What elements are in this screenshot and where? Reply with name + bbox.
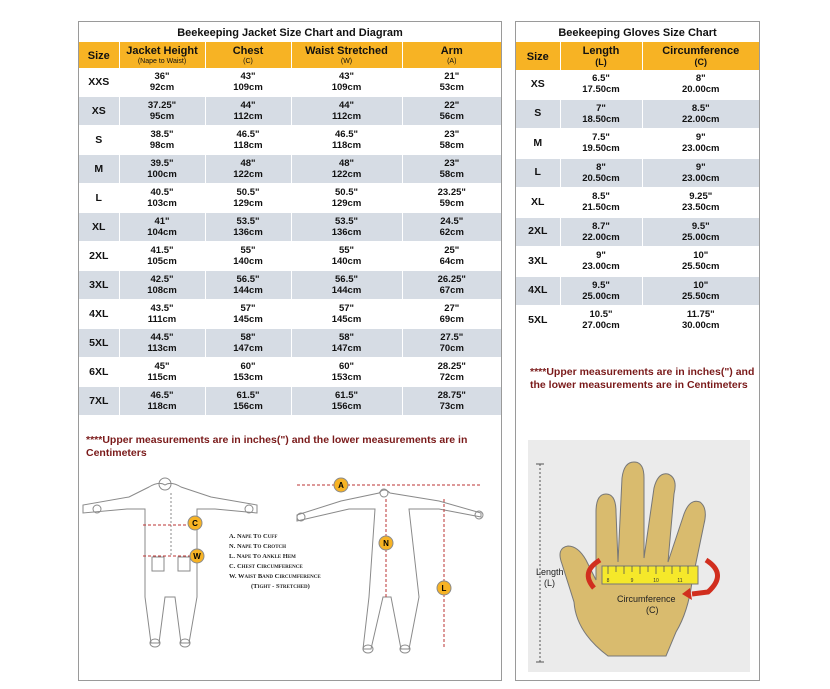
chest-cell: 53.5" 136cm xyxy=(205,213,291,242)
waist-cell: 60" 153cm xyxy=(291,358,402,387)
height-cell: 41.5" 105cm xyxy=(119,242,205,271)
legend-item: N. Nape To Crotch xyxy=(229,543,287,550)
jacket-diagram xyxy=(79,457,501,679)
table-row xyxy=(79,97,501,126)
chest-cell: 56.5" 144cm xyxy=(205,271,291,300)
gloves-size-chart xyxy=(515,21,760,681)
chest-cell: 58" 147cm xyxy=(205,329,291,358)
waist-cell: 46.5" 118cm xyxy=(291,126,402,155)
ruler-number: 10 xyxy=(653,578,659,584)
length-cell: 8.5" 21.50cm xyxy=(560,188,642,218)
size-cell: XS xyxy=(79,97,119,126)
size-cell: 4XL xyxy=(516,276,560,306)
size-cell: XL xyxy=(516,188,560,218)
arm-cell: 26.25" 67cm xyxy=(402,271,501,300)
table-row xyxy=(516,306,759,336)
gloves-chart-title: Beekeeping Gloves Size Chart xyxy=(558,27,717,39)
legend-item: (Tight - Stretched) xyxy=(251,583,310,590)
size-cell: M xyxy=(516,129,560,159)
table-row xyxy=(516,217,759,247)
arm-cell: 23.25" 59cm xyxy=(402,184,501,213)
jacket-header-row xyxy=(79,42,501,68)
table-row xyxy=(79,155,501,184)
jacket-chart-title: Beekeeping Jacket Size Chart and Diagram xyxy=(177,27,403,39)
table-row xyxy=(516,247,759,277)
height-cell: 42.5" 108cm xyxy=(119,271,205,300)
waist-cell: 48" 122cm xyxy=(291,155,402,184)
table-row xyxy=(79,358,501,387)
height-cell: 36" 92cm xyxy=(119,68,205,97)
circ-cell: 9.5" 25.00cm xyxy=(642,217,759,247)
waist-cell: 58" 147cm xyxy=(291,329,402,358)
length-cell: 10.5" 27.00cm xyxy=(560,306,642,336)
gloves-measurement-note: ****Upper measurements are in inches(") and the lower measurements are in Centimeters xyxy=(530,366,755,391)
side-suit-outline xyxy=(297,490,481,649)
size-cell: XL xyxy=(79,213,119,242)
size-cell: L xyxy=(516,158,560,188)
arm-cell: 27" 69cm xyxy=(402,300,501,329)
waist-cell: 50.5" 129cm xyxy=(291,184,402,213)
size-cell: 3XL xyxy=(79,271,119,300)
arm-cell: 27.5" 70cm xyxy=(402,329,501,358)
jacket-size-chart xyxy=(78,21,502,681)
marker-n: N xyxy=(383,539,389,548)
chest-cell: 48" 122cm xyxy=(205,155,291,184)
height-cell: 46.5" 118cm xyxy=(119,387,205,416)
table-row xyxy=(516,158,759,188)
size-cell: 5XL xyxy=(516,306,560,336)
height-cell: 39.5" 100cm xyxy=(119,155,205,184)
table-row xyxy=(79,68,501,97)
header-jacket-height: Jacket Height (Nape to Waist) xyxy=(119,42,205,68)
gloves-header-row xyxy=(516,42,759,70)
table-row xyxy=(79,184,501,213)
size-cell: 4XL xyxy=(79,300,119,329)
arm-cell: 24.5" 62cm xyxy=(402,213,501,242)
circ-cell: 11.75" 30.00cm xyxy=(642,306,759,336)
length-cell: 8.7" 22.00cm xyxy=(560,217,642,247)
size-cell: 2XL xyxy=(79,242,119,271)
legend-item: C. Chest Circumference xyxy=(229,563,303,570)
jacket-size-table xyxy=(79,42,501,416)
front-head-collar xyxy=(159,478,171,490)
height-cell: 44.5" 113cm xyxy=(119,329,205,358)
chest-cell: 61.5" 156cm xyxy=(205,387,291,416)
header-arm: Arm (A) xyxy=(402,42,501,68)
size-cell: 2XL xyxy=(516,217,560,247)
chest-cell: 44" 112cm xyxy=(205,97,291,126)
table-row xyxy=(79,242,501,271)
diagram-legend xyxy=(229,533,321,590)
size-cell: XS xyxy=(516,70,560,99)
marker-w: W xyxy=(193,552,201,561)
waist-cell: 43" 109cm xyxy=(291,68,402,97)
table-row xyxy=(516,129,759,159)
table-row xyxy=(79,213,501,242)
length-cell: 7" 18.50cm xyxy=(560,99,642,129)
size-cell: M xyxy=(79,155,119,184)
chest-cell: 46.5" 118cm xyxy=(205,126,291,155)
circ-cell: 8.5" 22.00cm xyxy=(642,99,759,129)
waist-cell: 55" 140cm xyxy=(291,242,402,271)
jacket-measurement-note: ****Upper measurements are in inches(") and the lower measurements are in Centimeters xyxy=(86,434,468,459)
ruler-number: 11 xyxy=(677,578,683,584)
table-row xyxy=(79,387,501,416)
height-cell: 45" 115cm xyxy=(119,358,205,387)
chest-cell: 57" 145cm xyxy=(205,300,291,329)
ruler-number: 8 xyxy=(606,578,610,584)
waist-cell: 53.5" 136cm xyxy=(291,213,402,242)
circ-cell: 10" 25.50cm xyxy=(642,247,759,277)
header-glove-size: Size xyxy=(516,42,560,70)
height-cell: 40.5" 103cm xyxy=(119,184,205,213)
arm-cell: 23" 58cm xyxy=(402,155,501,184)
circ-cell: 9" 23.00cm xyxy=(642,129,759,159)
arm-cell: 21" 53cm xyxy=(402,68,501,97)
height-cell: 41" 104cm xyxy=(119,213,205,242)
waist-cell: 44" 112cm xyxy=(291,97,402,126)
marker-l: L xyxy=(441,584,447,593)
arm-cell: 22" 56cm xyxy=(402,97,501,126)
table-row xyxy=(79,300,501,329)
header-waist-stretched: Waist Stretched (W) xyxy=(291,42,402,68)
size-cell: 7XL xyxy=(79,387,119,416)
table-row xyxy=(79,329,501,358)
ruler-number: 9 xyxy=(630,578,634,584)
arm-cell: 25" 64cm xyxy=(402,242,501,271)
chest-cell: 43" 109cm xyxy=(205,68,291,97)
circumference-label: Circumference xyxy=(617,594,676,604)
header-circumference: Circumference (C) xyxy=(642,42,759,70)
size-cell: S xyxy=(516,99,560,129)
length-cell: 9.5" 25.00cm xyxy=(560,276,642,306)
table-row xyxy=(79,271,501,300)
height-cell: 37.25" 95cm xyxy=(119,97,205,126)
size-cell: XXS xyxy=(79,68,119,97)
length-cell: 9" 23.00cm xyxy=(560,247,642,277)
header-length: Length (L) xyxy=(560,42,642,70)
marker-a: A xyxy=(338,481,344,490)
legend-item: L. Nape To Ankle Hem xyxy=(229,553,296,560)
size-cell: 3XL xyxy=(516,247,560,277)
size-cell: L xyxy=(79,184,119,213)
circumference-sub-label: (C) xyxy=(646,605,659,615)
legend-item: W. Waist Band Circumference xyxy=(229,573,321,580)
waist-cell: 56.5" 144cm xyxy=(291,271,402,300)
ruler xyxy=(602,566,698,584)
length-cell: 8" 20.50cm xyxy=(560,158,642,188)
circ-cell: 10" 25.50cm xyxy=(642,276,759,306)
arm-cell: 23" 58cm xyxy=(402,126,501,155)
waist-cell: 61.5" 156cm xyxy=(291,387,402,416)
waist-cell: 57" 145cm xyxy=(291,300,402,329)
height-cell: 43.5" 111cm xyxy=(119,300,205,329)
length-sub-label: (L) xyxy=(544,578,555,588)
length-cell: 6.5" 17.50cm xyxy=(560,70,642,99)
table-row xyxy=(79,126,501,155)
circ-cell: 8" 20.00cm xyxy=(642,70,759,99)
chest-cell: 55" 140cm xyxy=(205,242,291,271)
chest-cell: 60" 153cm xyxy=(205,358,291,387)
circ-cell: 9" 23.00cm xyxy=(642,158,759,188)
legend-item: A. Nape To Cuff xyxy=(229,533,278,540)
marker-c: C xyxy=(192,519,198,528)
arm-cell: 28.25" 72cm xyxy=(402,358,501,387)
arm-cell: 28.75" 73cm xyxy=(402,387,501,416)
height-cell: 38.5" 98cm xyxy=(119,126,205,155)
header-size: Size xyxy=(79,42,119,68)
gloves-size-table xyxy=(516,42,759,336)
table-row xyxy=(516,188,759,218)
table-row xyxy=(516,70,759,99)
length-label: Length xyxy=(536,567,564,577)
chest-cell: 50.5" 129cm xyxy=(205,184,291,213)
length-cell: 7.5" 19.50cm xyxy=(560,129,642,159)
size-cell: S xyxy=(79,126,119,155)
glove-diagram xyxy=(516,432,759,680)
size-cell: 6XL xyxy=(79,358,119,387)
circ-cell: 9.25" 23.50cm xyxy=(642,188,759,218)
header-chest: Chest (C) xyxy=(205,42,291,68)
size-cell: 5XL xyxy=(79,329,119,358)
table-row xyxy=(516,276,759,306)
table-row xyxy=(516,99,759,129)
